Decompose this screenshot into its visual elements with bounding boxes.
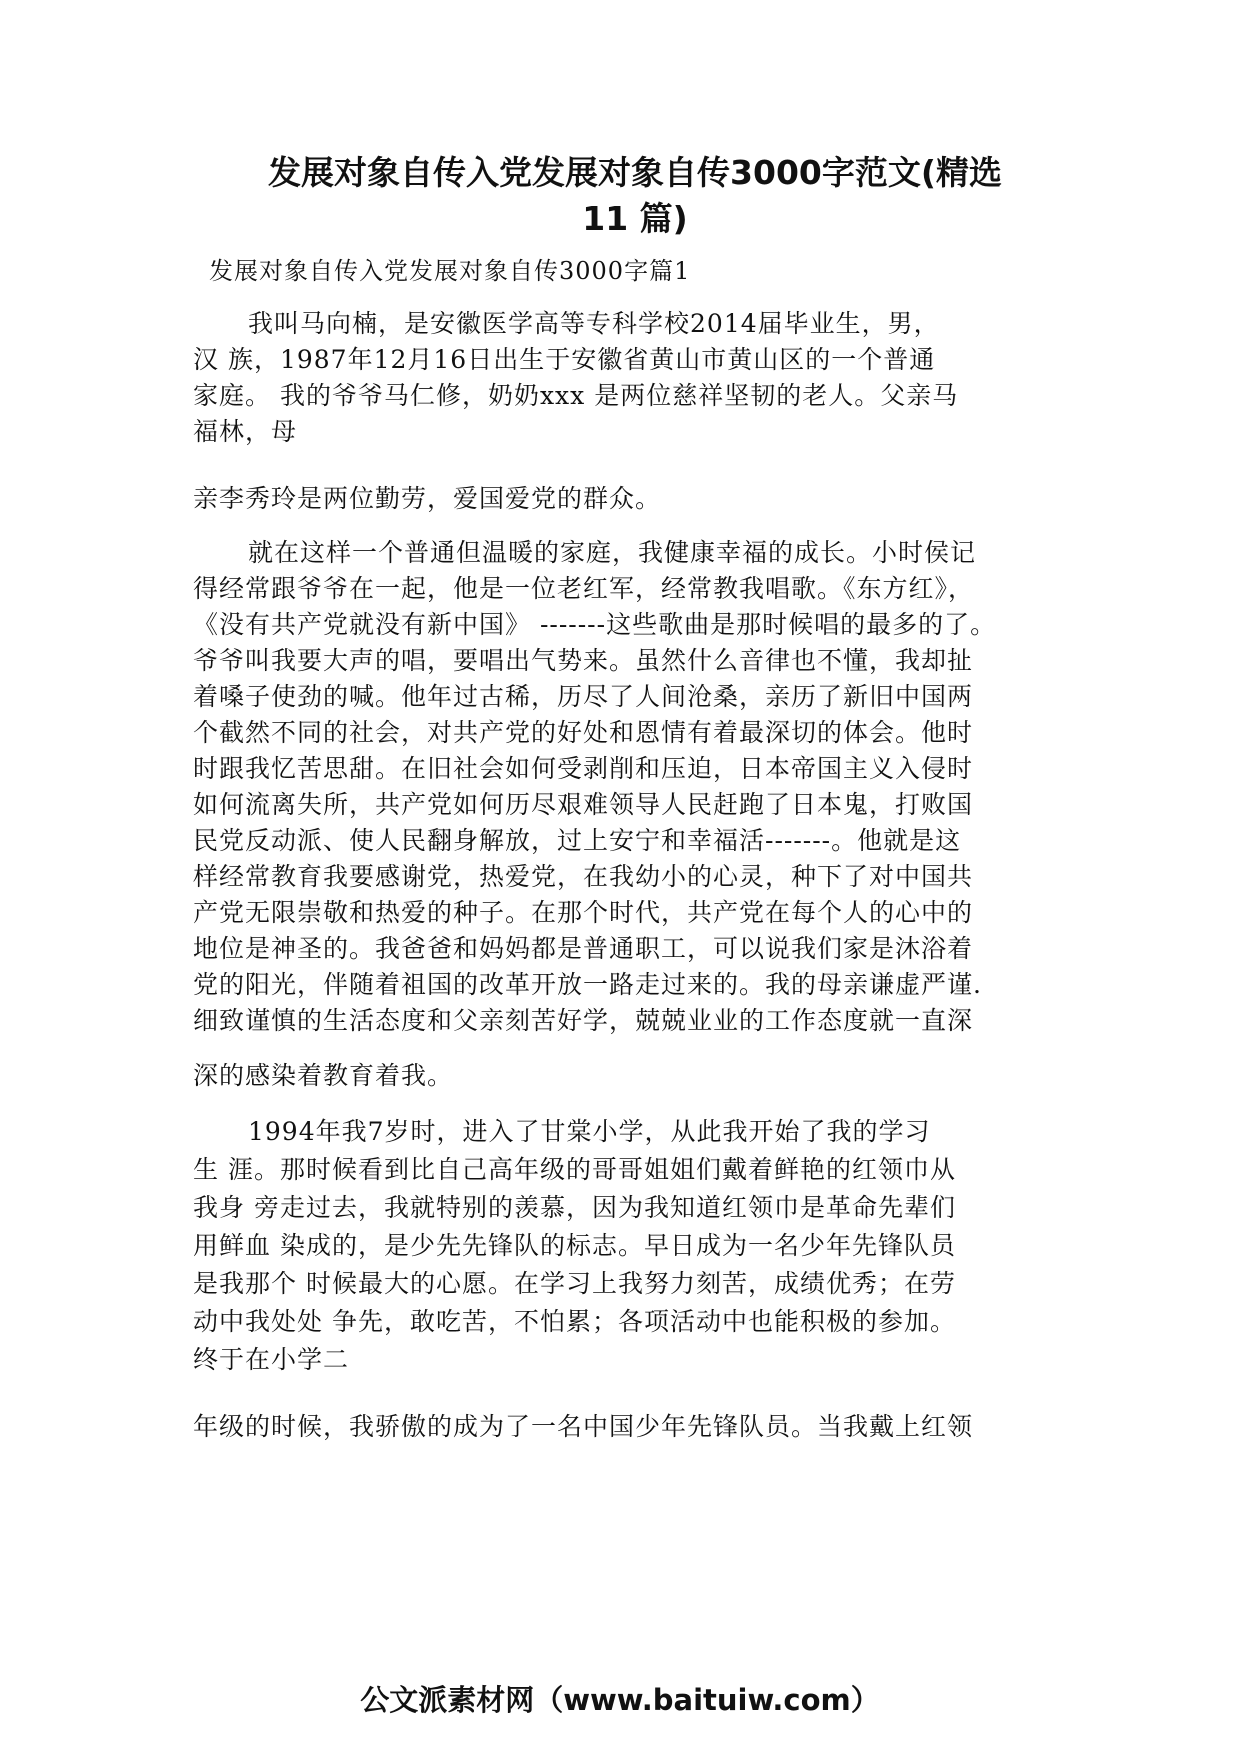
body-line: 用鲜血 染成的，是少先先锋队的标志。早日成为一名少年先锋队员 — [193, 1231, 956, 1260]
body-line: 生 涯。那时候看到比自己高年级的哥哥姐姐们戴着鲜艳的红领巾从 — [193, 1155, 956, 1184]
body-line: 我叫马向楠，是安徽医学高等专科学校2014届毕业生，男， — [248, 309, 940, 338]
body-line: 是我那个 时候最大的心愿。在学习上我努力刻苦，成绩优秀；在劳 — [193, 1269, 956, 1298]
section-heading: 发展对象自传入党发展对象自传3000字篇1 — [209, 257, 691, 285]
body-line: 样经常教育我要感谢党，热爱党，在我幼小的心灵，种下了对中国共 — [193, 862, 974, 891]
body-line: 《没有共产党就没有新中国》 -------这些歌曲是那时候唱的最多的了。 — [193, 610, 997, 639]
body-line: 1994年我7岁时，进入了甘棠小学，从此我开始了我的学习 — [248, 1117, 931, 1146]
body-line: 党的阳光，伴随着祖国的改革开放一路走过来的。我的母亲谦虚严谨. — [193, 970, 982, 999]
body-line: 我身 旁走过去，我就特别的羡慕，因为我知道红领巾是革命先辈们 — [193, 1193, 956, 1222]
title-line-2: 11 篇) — [582, 199, 688, 238]
body-line: 时跟我忆苦思甜。在旧社会如何受剥削和压迫，日本帝国主义入侵时 — [193, 754, 974, 783]
body-line: 福林，母 — [193, 417, 298, 446]
body-line: 就在这样一个普通但温暖的家庭，我健康幸福的成长。小时侯记 — [248, 538, 977, 567]
footer-site-name: 公文派素材网（www.baituiw.com） — [360, 1683, 880, 1717]
body-line: 民党反动派、使人民翻身解放，过上安宁和幸福活-------。他就是这 — [193, 826, 962, 855]
body-line: 爷爷叫我要大声的唱，要唱出气势来。虽然什么音律也不懂，我却扯 — [193, 646, 974, 675]
title-line-1: 发展对象自传入党发展对象自传3000字范文(精选 — [268, 153, 1002, 192]
body-line: 终于在小学二 — [193, 1345, 350, 1374]
body-line: 汉 族，1987年12月16日出生于安徽省黄山市黄山区的一个普通 — [193, 345, 936, 374]
body-line: 地位是神圣的。我爸爸和妈妈都是普通职工，可以说我们家是沐浴着 — [193, 934, 974, 963]
body-line: 产党无限崇敬和热爱的种子。在那个时代，共产党在每个人的心中的 — [193, 898, 974, 927]
body-line: 动中我处处 争先，敢吃苦，不怕累；各项活动中也能积极的参加。 — [193, 1307, 956, 1336]
body-line: 深的感染着教育着我。 — [193, 1061, 454, 1090]
body-line: 个截然不同的社会，对共产党的好处和恩情有着最深切的体会。他时 — [193, 718, 974, 747]
body-line: 亲李秀玲是两位勤劳，爱国爱党的群众。 — [193, 484, 662, 513]
body-line: 家庭。 我的爷爷马仁修，奶奶xxx 是两位慈祥坚韧的老人。父亲马 — [193, 381, 959, 410]
document-title — [240, 150, 1030, 242]
body-line: 如何流离失所，共产党如何历尽艰难领导人民赶跑了日本鬼，打败国 — [193, 790, 974, 819]
body-line: 得经常跟爷爷在一起，他是一位老红军，经常教我唱歌。《东方红》， — [193, 574, 975, 603]
body-line: 年级的时候，我骄傲的成为了一名中国少年先锋队员。当我戴上红领 — [193, 1412, 974, 1441]
body-line: 着嗓子使劲的喊。他年过古稀，历尽了人间沧桑，亲历了新旧中国两 — [193, 682, 974, 711]
body-line: 细致谨慎的生活态度和父亲刻苦好学，兢兢业业的工作态度就一直深 — [193, 1006, 974, 1035]
